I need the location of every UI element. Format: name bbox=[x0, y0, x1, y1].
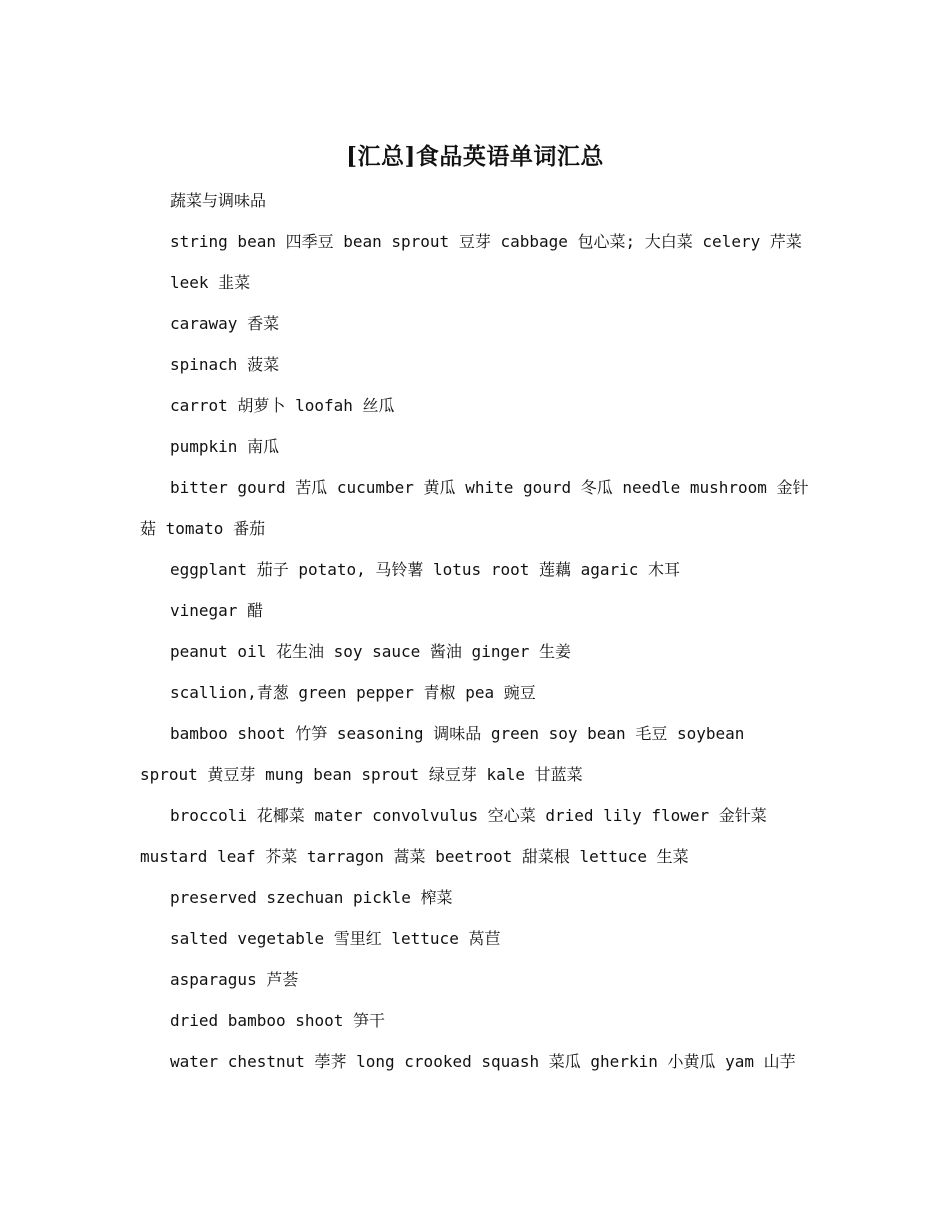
paragraph: bamboo shoot 竹笋 seasoning 调味品 green soy bean 毛豆 soybean sprout 黄豆芽 mung bean sprout 绿豆芽 kale 甘蓝菜 bbox=[140, 724, 745, 784]
paragraph: dried bamboo shoot 笋干 bbox=[170, 1011, 386, 1030]
paragraph: preserved szechuan pickle 榨菜 bbox=[170, 888, 453, 907]
paragraph: broccoli 花椰菜 mater convolvulus 空心菜 dried lily flower 金针菜 mustard leaf 芥菜 tarragon 蒿菜 beetroot 甜菜根 lettuce 生菜 bbox=[140, 806, 767, 866]
document-body bbox=[140, 180, 810, 1082]
paragraph: 蔬菜与调味品 bbox=[170, 191, 267, 210]
paragraph: asparagus 芦荟 bbox=[170, 970, 299, 989]
paragraph: carrot 胡萝卜 loofah 丝瓜 bbox=[170, 396, 395, 415]
paragraph: caraway 香菜 bbox=[170, 314, 280, 333]
paragraph: string bean 四季豆 bean sprout 豆芽 cabbage 包心菜; 大白菜 celery 芹菜 bbox=[170, 232, 802, 251]
paragraph: water chestnut 荸荠 long crooked squash 菜瓜 gherkin 小黄瓜 yam 山芋 bbox=[170, 1052, 796, 1071]
paragraph: leek 韭菜 bbox=[170, 273, 251, 292]
paragraph: peanut oil 花生油 soy sauce 酱油 ginger 生姜 bbox=[170, 642, 571, 661]
paragraph: salted vegetable 雪里红 lettuce 莴苣 bbox=[170, 929, 501, 948]
paragraph: vinegar 醋 bbox=[170, 601, 264, 620]
paragraph: pumpkin 南瓜 bbox=[170, 437, 280, 456]
paragraph: scallion,青葱 green pepper 青椒 pea 豌豆 bbox=[170, 683, 536, 702]
document-title: [汇总]食品英语单词汇总 bbox=[346, 143, 604, 170]
paragraph: bitter gourd 苦瓜 cucumber 黄瓜 white gourd 冬瓜 needle mushroom 金针菇 tomato 番茄 bbox=[140, 478, 809, 538]
paragraph: spinach 菠菜 bbox=[170, 355, 280, 374]
paragraph: eggplant 茄子 potato, 马铃薯 lotus root 莲藕 agaric 木耳 bbox=[170, 560, 681, 579]
